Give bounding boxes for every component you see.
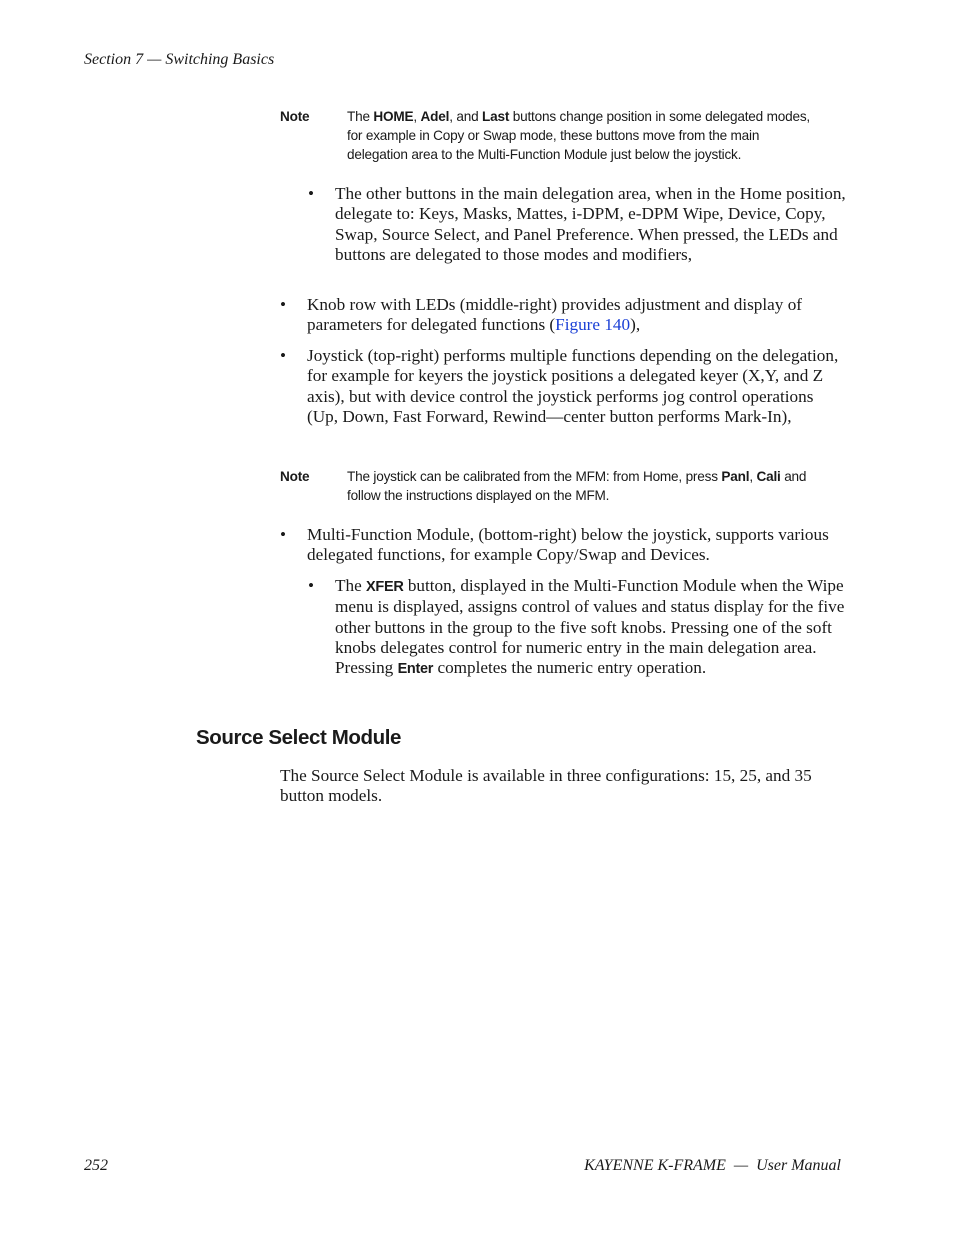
cali-button-ref: Cali [756,469,781,484]
note-label: Note [280,469,310,484]
list-item-text: Joystick (top-right) performs multiple functions depending on the delegation, for example for keyers the joystick positions a delegated keyer (X,Y, and Z axis), but with device control the joystick performs jog control operations (Up, Down, Fast Forward, Rewind—center button performs Mark-In), [307,346,839,426]
bullet-icon: • [280,346,287,365]
list-item-text: The XFER button, displayed in the Multi-Function Module when the Wipe menu is displayed, assigns control of values and status display for the five other buttons in the group to the five soft knobs. Pressing one of the soft knobs delegates control for numeric entry in the main delegation area. Pressing Enter completes the numeric entry operation. [335,576,845,678]
list-item-text: Multi-Function Module, (bottom-right) below the joystick, supports various delegated functions, for example Copy/Swap and Devices. [307,525,829,565]
last-button-ref: Last [482,109,510,124]
bullet-icon: • [280,525,287,544]
page-number: 252 [84,1157,108,1174]
home-button-ref: HOME [373,109,414,124]
bullet-icon: • [280,295,287,314]
footer-title: KAYENNE K-FRAME — User Manual [584,1157,841,1174]
panl-button-ref: Panl [721,469,750,484]
section-heading: Source Select Module [196,726,402,749]
list-item-text: Knob row with LEDs (middle-right) provides adjustment and display of parameters for delegated functions (Figure 140), [307,295,803,335]
bullet-icon: • [308,184,315,203]
xfer-button-ref: XFER [366,579,404,595]
note-text: The HOME, Adel, and Last buttons change position in some delegated modes, for example in Copy or Swap mode, these buttons move from the main delegation area to the Multi-Function Module just below the joystick. [347,109,810,162]
note-label: Note [280,109,310,124]
bullet-icon: • [308,576,315,595]
enter-button-ref: Enter [397,661,434,678]
list-item-text: The other buttons in the main delegation area, when in the Home position, delegate to: Keys, Masks, Mattes, i-DPM, e-DPM Wipe, Device, Copy, Swap, Source Select, and Panel Preference. When pressed, the LEDs and buttons are delegated to those modes and modifiers, [335,184,846,264]
figure-140-link[interactable]: Figure 140 [555,315,631,335]
running-head: Section 7 — Switching Basics [84,51,275,68]
section-body: The Source Select Module is available in three configurations: 15, 25, and 35 button models. [280,766,812,806]
adel-button-ref: Adel [420,109,450,124]
note-text: The joystick can be calibrated from the MFM: from Home, press Panl, Cali and follow the instructions displayed on the MFM. [347,469,807,503]
